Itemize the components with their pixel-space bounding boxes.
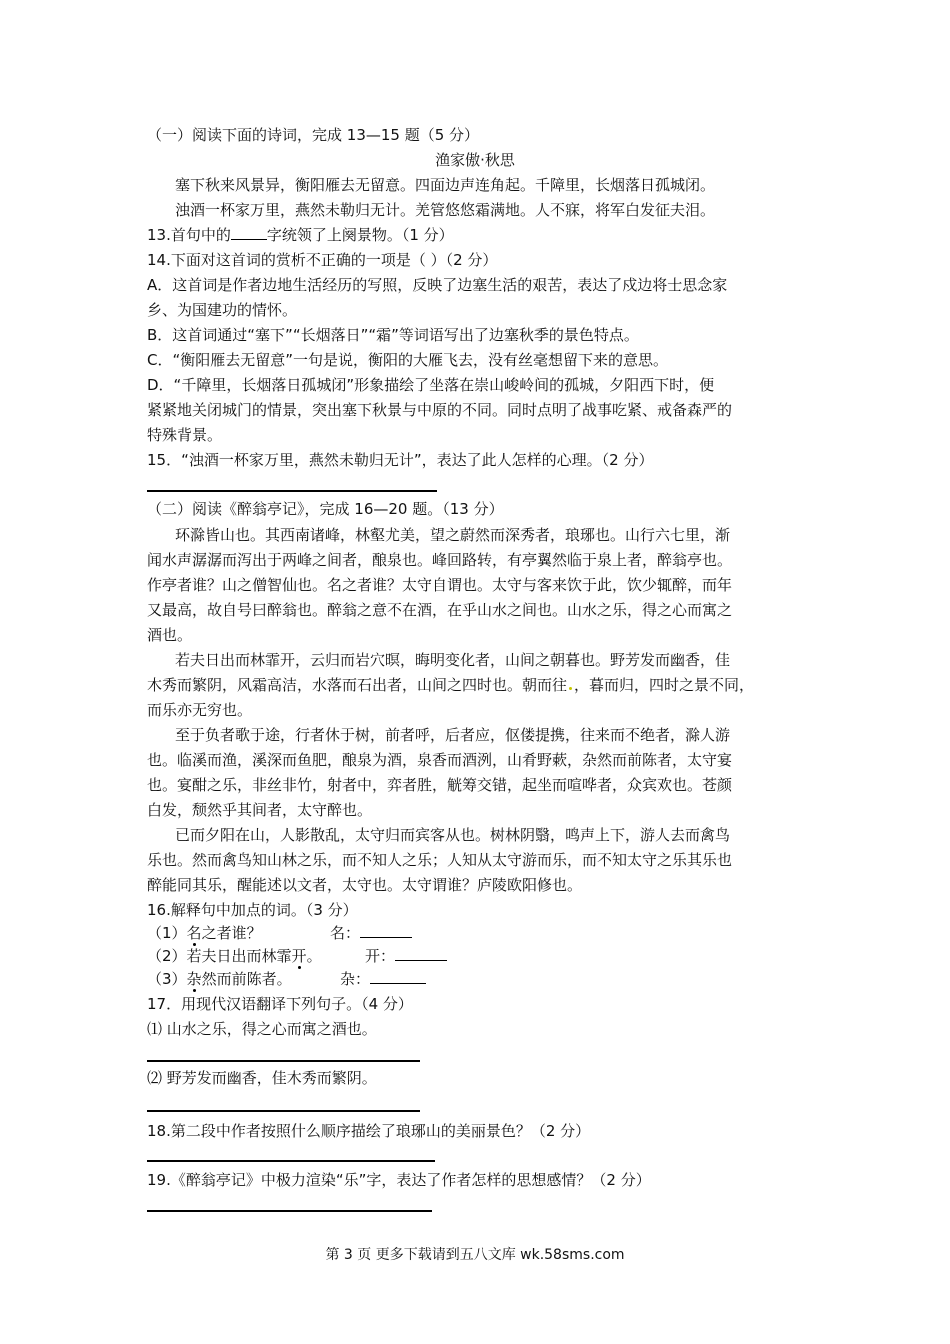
option-b: B．这首词通过“塞下”“长烟落日”“霜”等词语写出了边塞秋季的景色特点。 xyxy=(147,326,639,344)
passage-p2-line-2 xyxy=(147,674,754,696)
q19-answer-line xyxy=(147,1210,432,1212)
q16-2-label: 开： xyxy=(365,947,396,965)
q16-2-answer xyxy=(365,945,447,967)
poem-line-2: 浊酒一杯家万里，燕然未勒归无计。羌管悠悠霜满地。人不寐，将军白发征夫泪。 xyxy=(175,201,716,219)
q16-3-prefix: （3） xyxy=(147,970,187,988)
passage-p4-line-1: 已而夕阳在山，人影散乱，太守归而宾客从也。树林阴翳，鸣声上下，游人去而禽鸟 xyxy=(175,826,731,844)
q16-3-label: 杂： xyxy=(340,970,371,988)
q15-answer-line xyxy=(147,490,437,492)
question-16: 16.解释句中加点的词。（3 分） xyxy=(147,901,358,919)
question-13 xyxy=(147,224,454,246)
passage-p4-line-3: 醉能同其乐，醒能述以文者，太守也。太守谓谁？庐陵欧阳修也。 xyxy=(147,876,583,894)
q16-item-2 xyxy=(147,945,322,967)
passage-p3-line-3: 也。宴酣之乐，非丝非竹，射者中，弈者胜，觥筹交错，起坐而喧哗者，众宾欢也。苍颜 xyxy=(147,776,733,794)
q18-answer-line xyxy=(147,1160,435,1162)
poem-title: 渔家傲·秋思 xyxy=(435,151,515,169)
q16-1-dotted-word: 名 xyxy=(186,924,202,942)
q16-2-prefix: （2）若夫日出而林霏 xyxy=(147,947,292,965)
q13-before: 13.首句中的 xyxy=(147,226,231,244)
q16-item-1 xyxy=(147,922,262,944)
q17-1-answer-line xyxy=(147,1060,420,1062)
section2-header: （二）阅读《醉翁亭记》，完成 16—20 题。（13 分） xyxy=(147,500,504,518)
option-a-line-1: A．这首词是作者边地生活经历的写照，反映了边塞生活的艰苦，表达了戍边将士思念家 xyxy=(147,276,728,294)
passage-p1-line-5: 酒也。 xyxy=(147,626,193,644)
q17-item-1: ⑴ 山水之乐，得之心而寓之酒也。 xyxy=(147,1020,377,1038)
p2-line-2-b: ，暮而归，四时之景不同， xyxy=(574,676,755,694)
q16-3-suffix: 然而前陈者。 xyxy=(201,970,292,988)
q16-3-dotted-word: 杂 xyxy=(186,970,202,988)
q16-2-blank xyxy=(395,945,447,961)
passage-p3-line-4: 白发，颓然乎其间者，太守醉也。 xyxy=(147,801,373,819)
page-footer: 第 3 页 更多下载请到五八文库 wk.58sms.com xyxy=(325,1247,625,1263)
passage-p3-line-2: 也。临溪而渔，溪深而鱼肥，酿泉为酒，泉香而酒洌，山肴野蔌，杂然而前陈者，太守宴 xyxy=(147,751,733,769)
question-19: 19.《醉翁亭记》中极力渲染“乐”字，表达了作者怎样的思想感情？（2 分） xyxy=(147,1171,651,1189)
q16-3-blank xyxy=(370,968,426,984)
q16-1-label: 名： xyxy=(330,924,361,942)
q16-1-prefix: （1） xyxy=(147,924,187,942)
q13-after: 字统领了上阕景物。（1 分） xyxy=(266,226,454,244)
poem-line-1: 塞下秋来风景异，衡阳雁去无留意。四面边声连角起。千障里，长烟落日孤城闭。 xyxy=(175,176,716,194)
p2-line-2-a: 木秀而繁阴，风霜高洁，水落而石出者，山间之四时也。朝而往 xyxy=(147,676,568,694)
option-d-line-2: 紧紧地关闭城门的情景，突出塞下秋景与中原的不同。同时点明了战事吃紧、戒备森严的 xyxy=(147,401,733,419)
q16-1-answer xyxy=(330,922,412,944)
option-d-line-1: D．“千障里，长烟落日孤城闭”形象描绘了坐落在崇山峻岭间的孤城，夕阳西下时，便 xyxy=(147,376,715,394)
q16-2-dotted-word: 开 xyxy=(291,947,307,965)
passage-p1-line-3: 作亭者谁？山之僧智仙也。名之者谁？太守自谓也。太守与客来饮于此，饮少辄醉，而年 xyxy=(147,576,733,594)
option-d-line-3: 特殊背景。 xyxy=(147,426,223,444)
q16-2-suffix: 。 xyxy=(306,947,322,965)
q16-1-suffix: 之者谁？ xyxy=(201,924,262,942)
highlight-dot xyxy=(569,687,572,690)
q17-2-answer-line xyxy=(147,1110,420,1112)
passage-p3-line-1: 至于负者歌于途，行者休于树，前者呼，后者应，伛偻提携，往来而不绝者，滁人游 xyxy=(175,726,731,744)
passage-p2-line-3: 而乐亦无穷也。 xyxy=(147,701,253,719)
option-a-line-2: 乡、为国建功的情怀。 xyxy=(147,301,298,319)
passage-p1-line-1: 环滁皆山也。其西南诸峰，林壑尤美，望之蔚然而深秀者，琅琊也。山行六七里，渐 xyxy=(175,526,731,544)
q16-3-answer xyxy=(340,968,426,990)
question-18: 18.第二段中作者按照什么顺序描绘了琅琊山的美丽景色？（2 分） xyxy=(147,1122,591,1140)
passage-p4-line-2: 乐也。然而禽鸟知山林之乐，而不知人之乐；人知从太守游而乐，而不知太守之乐其乐也 xyxy=(147,851,733,869)
q16-item-3 xyxy=(147,968,292,990)
passage-p1-line-2: 闻水声潺潺而泻出于两峰之间者，酿泉也。峰回路转，有亭翼然临于泉上者，醉翁亭也。 xyxy=(147,551,733,569)
question-15: 15．“浊酒一杯家万里，燕然未勒归无计”，表达了此人怎样的心理。（2 分） xyxy=(147,451,654,469)
section1-header: （一）阅读下面的诗词，完成 13—15 题（5 分） xyxy=(147,126,480,144)
q17-item-2: ⑵ 野芳发而幽香，佳木秀而繁阴。 xyxy=(147,1069,377,1087)
q13-blank xyxy=(231,224,267,240)
passage-p2-line-1: 若夫日出而林霏开，云归而岩穴暝，晦明变化者，山间之朝暮也。野芳发而幽香，佳 xyxy=(175,651,731,669)
passage-p1-line-4: 又最高，故自号曰醉翁也。醉翁之意不在酒，在乎山水之间也。山水之乐，得之心而寓之 xyxy=(147,601,733,619)
question-14: 14.下面对这首词的赏析不正确的一项是（ ）（2 分） xyxy=(147,251,498,269)
question-17: 17．用现代汉语翻译下列句子。（4 分） xyxy=(147,995,413,1013)
q16-1-blank xyxy=(360,922,412,938)
option-c: C．“衡阳雁去无留意”一句是说，衡阳的大雁飞去，没有丝毫想留下来的意思。 xyxy=(147,351,669,369)
